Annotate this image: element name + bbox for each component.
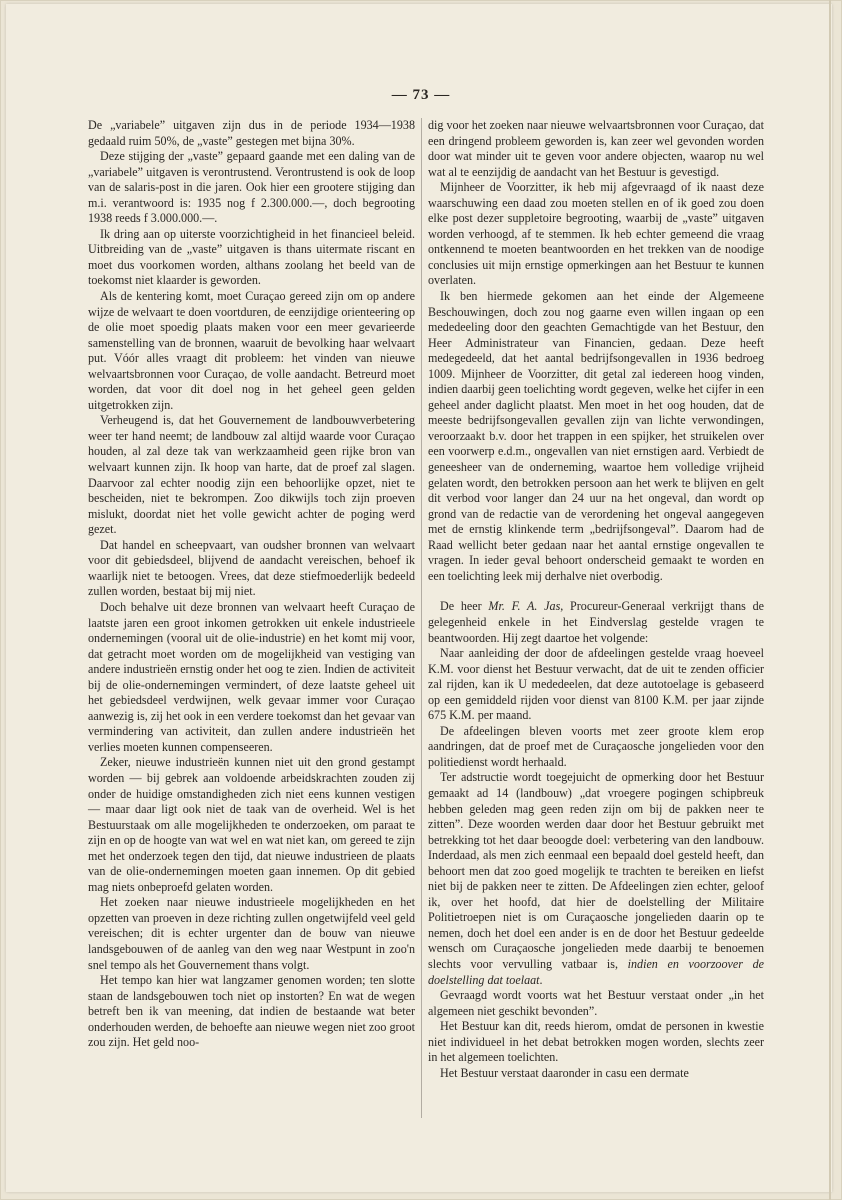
right-column	[428, 118, 764, 1081]
left-column	[88, 118, 415, 1051]
page-number: — 73 —	[391, 87, 451, 103]
adstructie-italic: indien en voorzoover de doelstelling dat toelaat	[428, 956, 764, 987]
paragraph: De afdeelingen bleven voorts met zeer groote klem erop aandringen, dat de proef met de Curaçaosche jongelieden voor den politiedienst wordt herhaald.	[428, 723, 764, 769]
paragraph: Zeker, nieuwe industrieën kunnen niet uit den grond gestampt worden — bij gebrek aan voldoende arbeidskrachten zouden zij onder de huidige omstandigheden zich niet eens kunnen vestigen — maar daar ligt ook niet de taak van de overheid. Wel is het Bestuurstaak om alle mogelijkheden te onderzoeken, om paraat te zijn en op de hoogte van wat wel en wat niet kan, om gereed te zijn met het onderzoek tegen den tijd, dat nieuwe industrieen de plaats van de olie-ondernemingen moeten gaan innemen. Op dit gebied mag niets onbeproefd gelaten worden.	[88, 755, 415, 894]
paragraph: Als de kentering komt, moet Curaçao gereed zijn om op andere wijze de welvaart te doen voortduren, de eenzijdige orienteering op de olie moet spoedig plaats maken voor een meer gevarieerde samenstelling van de bronnen, waaruit de bevolking haar welvaart put. Vóór alles vraagt dit probleem: het vinden van nieuwe welvaartsbronnen voor Curaçao, de volle aandacht. Betreurd moet worden, dat voor dit doel nog in het geheel geen gelden uitgetrokken zijn.	[88, 289, 415, 412]
paragraph: Dat handel en scheepvaart, van oudsher bronnen van welvaart voor dit gebiedsdeel, blijvend de aandacht vereischen, behoef ik waarlijk niet te betoogen. Vrees, dat deze stiefmoederlijk bedeeld zullen worden, bestaat bij mij niet.	[88, 537, 415, 599]
column-divider	[421, 118, 422, 1118]
paragraph: Het tempo kan hier wat langzamer genomen worden; ten slotte staan de landsgebouwen toch niet op instorten? En wat de wegen betreft ben ik van meening, dat indien de bestaande wat beter onderhouden werden, de behoefte aan nieuwe wegen niet zoo groot zou zijn. Het geld noo-	[88, 973, 415, 1050]
paragraph: Doch behalve uit deze bronnen van welvaart heeft Curaçao de laatste jaren een groot inkomen getrokken uit enkele industrieele ondernemingen (vooral uit de olie-industrie) en het komt mij voor, dat getracht moet worden om de mogelijkheid van vestiging van andere industrieën ernstig onder het oog te zien. Indien de activiteit bij de olie-ondernemingen vermindert, of deze laatste geheel uit het gebiedsdeel verdwijnen, welk gevaar immer voor Curaçao aanwezig is, zij het ook in een verdere toekomst dan het gevaar van vermindering van activiteit, dan zullen andere industrieën het verlies moeten kunnen compenseeren.	[88, 599, 415, 754]
jas-rest: , Procureur-Generaal verkrijgt thans de gelegenheid enkele in het Eindverslag gestelde vragen te beantwoorden. Hij zegt daartoe het volgende:	[428, 599, 764, 645]
paragraph: Deze stijging der „vaste” gepaard gaande met een daling van de „variabele” uitgaven is verontrustend. Verontrustend is ook de loop van de salaris-post in die jaren. Ook hier een grootere stijging dan m.i. verantwoord is: 1935 nog f 2.300.000.—, doch begrooting 1938 reeds f 3.000.000.—.	[88, 149, 415, 226]
paragraph: De „variabele” uitgaven zijn dus in de periode 1934—1938 gedaald ruim 50%, de „vaste” gestegen met bijna 30%.	[88, 118, 415, 148]
paragraph: dig voor het zoeken naar nieuwe welvaartsbronnen voor Curaçao, dat een dringend probleem geworden is, kan zeer wel gevonden worden door wat minder uit te geven voor andere objecten, waarop nu wel wat al te eenzijdig de aandacht van het Bestuur is gevestigd.	[428, 118, 764, 179]
paragraph: Ik ben hiermede gekomen aan het einde der Algemeene Beschouwingen, doch zou nog gaarne even willen ingaan op een mededeeling door den geachten Gemachtigde van het Bestuur, den Heer Administrateur van Financien, gedaan. Deze heeft medegedeeld, dat het aantal bedrijfsongevallen in 1936 bedroeg 1009. Mijnheer de Voorzitter, dit getal zal iedereen hoog vinden, indien daarbij geen toelichting wordt gegeven, welke het cijfer in een geheel ander daglicht plaatst. Men moet in het oog houden, dat de meeste bedrijfsongevallen gevallen zijn van lichte verwondingen, veroorzaakt b.v. door het trappen in een spijker, het struikelen over een voorwerp e.d.m., ongevallen van niet ernstigen aard. Verbiedt de geneesheer van de onderneming, waartoe hem volledige vrijheid gelaten wordt, den betrokken persoon aan het werk te blijven en gelt dit verbod voor langer dan 24 uur na het ongeval, dan wordt op grond van de redactie van de verordening het ongeval aangegeven met de ernstig klinkende term „bedrijfsongeval”. Daarom had de Raad wellicht beter gedaan naar het aantal ernstige ongevallen te vragen. In ieder geval behoort onderscheid gemaakt te worden en een toelichting leek mij derhalve niet overbodig.	[428, 289, 764, 583]
speaker-name: Mr. F. A. Jas	[488, 599, 561, 614]
jas-intro: De heer	[440, 599, 489, 614]
paragraph: Ik dring aan op uiterste voorzichtigheid in het financieel beleid. Uitbreiding van de „vaste” uitgaven is thans uitermate riscant en moet dus voorkomen worden, althans zoolang het beeld van de toekomst niet klaarder is geworden.	[88, 226, 415, 288]
paragraph: Naar aanleiding der door de afdeelingen gestelde vraag hoeveel K.M. voor dienst het Bestuur verwacht, dat de uit te zenden officier zal rijden, kan ik U mededeelen, dat deze autotoelage is gebaseerd op een gemiddeld rijden voor dienst van 8100 K.M. per jaar zijnde 675 K.M. per maand.	[428, 646, 764, 723]
paragraph: Verheugend is, dat het Gouvernement de landbouwverbetering weer ter hand neemt; de landbouw zal altijd waarde voor Curaçao houden, al zal deze tak van werkzaamheid geen rijke bron van welvaart kunnen zijn. Ik hoop van harte, dat de proef zal slagen. Daarvoor zal echter noodig zijn een behoorlijke opzet, niet te bescheiden, niet te bekrompen. Zoo dikwijls toch zijn proeven mislukt, doordat niet het volle gewicht achter de poging werd gezet.	[88, 413, 415, 537]
paragraph-jas	[428, 599, 764, 646]
paragraph: Gevraagd wordt voorts wat het Bestuur verstaat onder „in het algemeen niet geschikt bevonden”.	[428, 988, 764, 1018]
paragraph-adstructie	[428, 770, 764, 988]
paragraph: Het Bestuur verstaat daaronder in casu een dermate	[440, 1065, 689, 1080]
paragraph: Mijnheer de Voorzitter, ik heb mij afgevraagd of ik naast deze waarschuwing een daad zou moeten stellen en of ik goed zou doen elke post dezer suppletoire begrooting, waarbij de „vaste” uitgaven worden verhoogd, af te stemmen. Ik heb echter gemeend die vraag ontkennend te moeten beantwoorden en het trekken van de noodige conclusies uit mijn ernstige opmerkingen aan het Bestuur te kunnen overlaten.	[428, 180, 764, 288]
adstructie-text: Ter adstructie wordt toegejuicht de opmerking door het Bestuur gemaakt ad 14 (landbouw) „dat vroegere pogingen schipbreuk hebben geleden mag geen reden zijn om bij de pakken neer te zitten”. Deze woorden werden daar door het Bestuur gebruikt met betrekking tot het daar beoogde doel: verbetering van den landbouw. Inderdaad, als men zich eenmaal een bepaald doel gesteld heeft, dan behoort men dat zoo goed mogelijk te trachten te bereiken en liefst niet bij de pakken neer te zitten. De Afdeelingen zien echter, geloof ik, over het hoofd, dat hier de doelstelling der Militaire Politietroepen niet is om Curaçaosche jongelieden daarin op te nemen, doch het doel een ander is en de door het Bestuur gedeelde wensch om Curaçaosche jongelieden mede daarbij te benoemen slechts voor vervulling vatbaar is,	[428, 770, 764, 971]
page-edge	[829, 0, 831, 1200]
paragraph: Het Bestuur kan dit, reeds hierom, omdat de personen in kwestie niet individueel in het debat betrokken mogen worden, slechts zeer in het algemeen toelichten.	[428, 1019, 764, 1065]
paragraph: Het zoeken naar nieuwe industrieele mogelijkheden en het opzetten van proeven in deze richting zullen ongetwijfeld veel geld vereischen; dit is echter urgenter dan de bouw van nieuwe landsgebouwen of de aanleg van den weg naar Westpunt in zoo'n snel tempo als het Gouvernement thans volgt.	[88, 895, 415, 972]
adstructie-end: .	[539, 972, 543, 987]
